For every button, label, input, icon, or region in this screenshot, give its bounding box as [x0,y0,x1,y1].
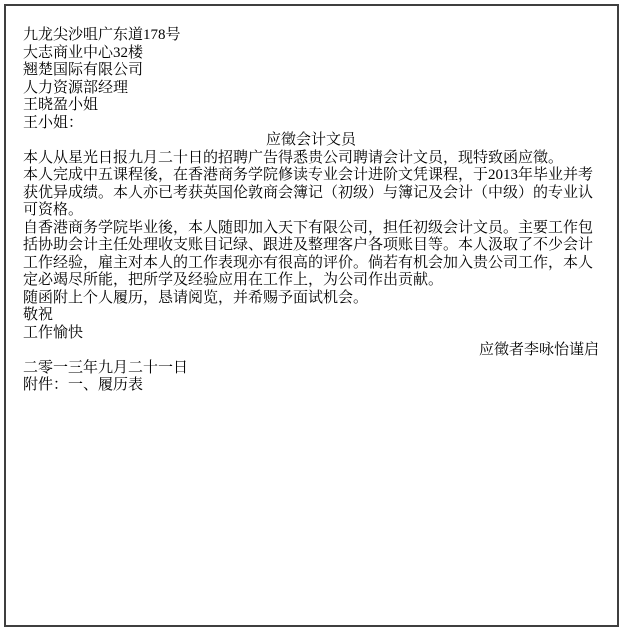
subject-title: 应徵会计文员 [265,132,356,148]
recipient-department-line: 人力资源部经理 [23,79,129,96]
recipient-address-block [23,27,599,115]
body-paragraph: 随函附上个人履历，恳请阅览，并希赐予面试机会。 [23,289,369,306]
recipient-address-line: 九龙尖沙咀广东道178号 [23,27,181,43]
body-paragraph: 本人完成中五课程後，在香港商务学院修读专业会计进阶文凭课程，于2013年毕业并考获优异成绩。本人亦已考获英国伦敦商会簿记（初级）与簿记及会计（中级）的专业认可资格。 [23,167,594,218]
date-line: 二零一三年九月二十一日 [23,359,189,376]
letter-content [6,6,617,395]
signature-line: 应徵者李咏怡谨启 [478,342,599,358]
body-paragraph: 自香港商务学院毕业後，本人随即加入天下有限公司，担任初级会计文员。主要工作包括协助会计主任处理收支账目记绿、跟进及整理客户各项账目等。本人汲取了不少会计工作经验，雇主对本人的工作表现亦有很高的评价。倘若有机会加入贵公司工作，本人定必竭尽所能，把所学及经验应用在工作上，为公司作出贡献。 [23,219,594,288]
recipient-address-line: 大志商业中心32楼 [23,44,144,61]
body-paragraph: 本人从星光日报九月二十日的招聘广告得悉贵公司聘请会计文员，现特致函应徵。 [23,149,564,166]
recipient-company-line: 翘楚国际有限公司 [23,62,144,78]
salutation: 王小姐： [23,114,84,131]
attachment-line: 附件：一、履历表 [23,377,144,393]
letter-page [4,4,619,627]
closing-wish: 工作愉快 [23,324,84,341]
recipient-name-line: 王晓盈小姐 [23,97,99,113]
closing-salute: 敬祝 [23,307,54,323]
